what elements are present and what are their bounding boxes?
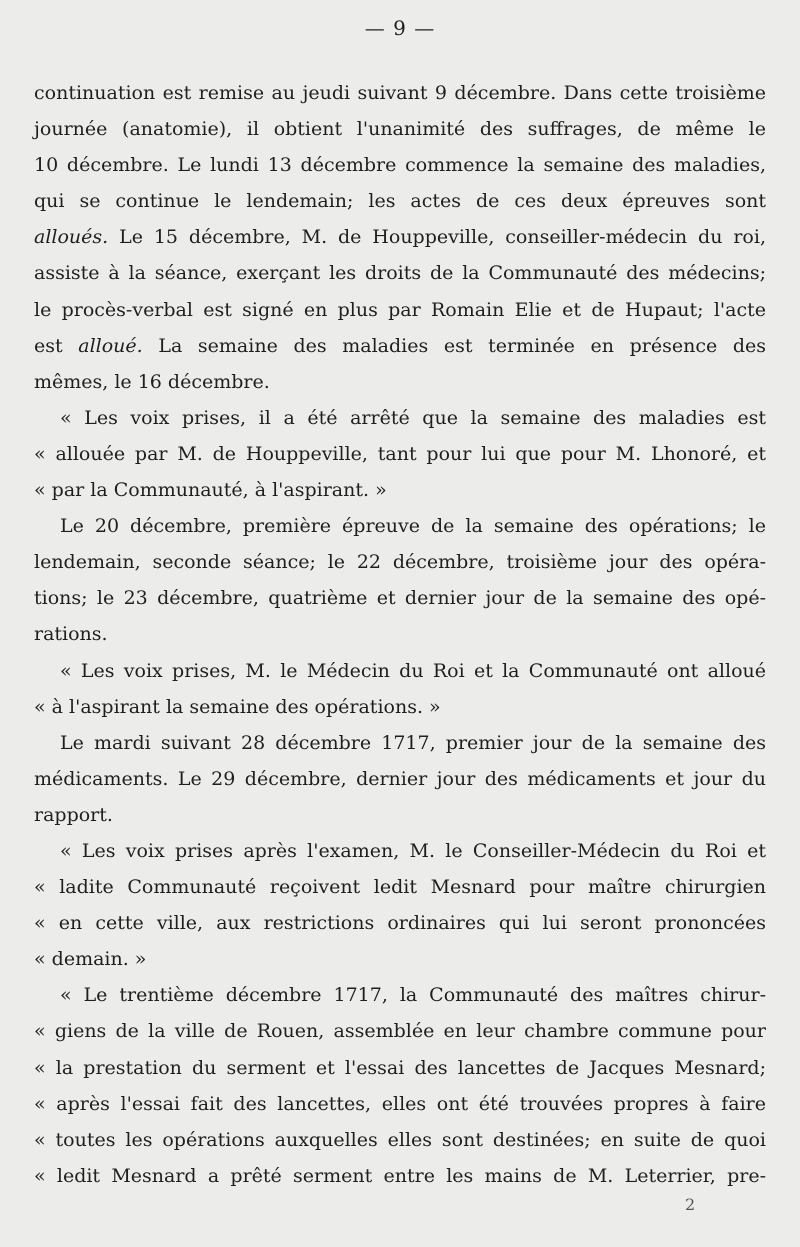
text-line: le procès-verbal est signé en plus par Romain Elie et de Hupaut; l'acte [34,298,766,321]
text-line [34,328,766,364]
quote-line: « Les voix prises, M. le Médecin du Roi et la Communauté ont alloué [60,659,766,682]
text-line [34,219,766,255]
text-line: rapport. [34,803,113,826]
quote-line: « la prestation du serment et l'essai des lancettes de Jacques Mesnard; [34,1056,766,1079]
text-line: tions; le 23 décembre, quatrième et dernier jour de la semaine des opé- [34,587,766,610]
quote-line: « toutes les opérations auxquelles elles sont destinées; en suite de quoi [34,1128,766,1151]
quote-line: « Le trentième décembre 1717, la Communauté des maîtres chirur- [60,984,766,1007]
text-run: La semaine des maladies est terminée en présence des [142,334,766,357]
printer-signature-mark: 2 [685,1195,696,1214]
quote-line: « par la Communauté, à l'aspirant. » [34,479,387,502]
quote-line: « à l'aspirant la semaine des opérations. » [34,695,441,718]
quote-line: « Les voix prises après l'examen, M. le Conseiller-Médecin du Roi et [60,839,766,862]
text-line: rations. [34,623,108,646]
quote-line: « allouée par M. de Houppeville, tant pour lui que pour M. Lhonoré, et [34,442,766,465]
text-run: Le 15 décembre, M. de Houppeville, conseiller-médecin du roi, [108,226,766,249]
text-line: journée (anatomie), il obtient l'unanimité des suffrages, de même le [34,118,766,141]
quote-line: « ladite Communauté reçoivent ledit Mesnard pour maître chirurgien [34,876,766,899]
quote-line: « en cette ville, aux restrictions ordinaires qui lui seront prononcées [34,912,766,935]
italic-word: alloués. [34,226,109,249]
text-line: lendemain, seconde séance; le 22 décembre, troisième jour des opéra- [34,551,766,574]
quote-line: « demain. » [34,948,147,971]
italic-word: alloué. [78,334,143,357]
quote-line: « après l'essai fait des lancettes, elles ont été trouvées propres à faire [34,1092,766,1115]
text-line: qui se continue le lendemain; les actes de ces deux épreuves sont [34,190,766,213]
page-number: — 9 — [364,16,436,40]
text-run: est [34,334,79,357]
text-line: 10 décembre. Le lundi 13 décembre commence la semaine des maladies, [34,154,766,177]
quote-line: « Les voix prises, il a été arrêté que la semaine des maladies est [60,406,766,429]
text-line: assiste à la séance, exerçant les droits de la Communauté des médecins; [34,262,766,285]
quote-line: « giens de la ville de Rouen, assemblée en leur chambre commune pour [34,1020,766,1043]
text-line: médicaments. Le 29 décembre, dernier jour des médicaments et jour du [34,767,766,790]
text-line: mêmes, le 16 décembre. [34,370,270,393]
text-line: Le 20 décembre, première épreuve de la semaine des opérations; le [60,515,766,538]
text-line: continuation est remise au jeudi suivant 9 décembre. Dans cette troisième [34,82,766,104]
body-text [34,75,766,1194]
quote-line: « ledit Mesnard a prêté serment entre les mains de M. Leterrier, pre- [34,1164,766,1187]
text-line: Le mardi suivant 28 décembre 1717, premier jour de la semaine des [60,731,766,754]
